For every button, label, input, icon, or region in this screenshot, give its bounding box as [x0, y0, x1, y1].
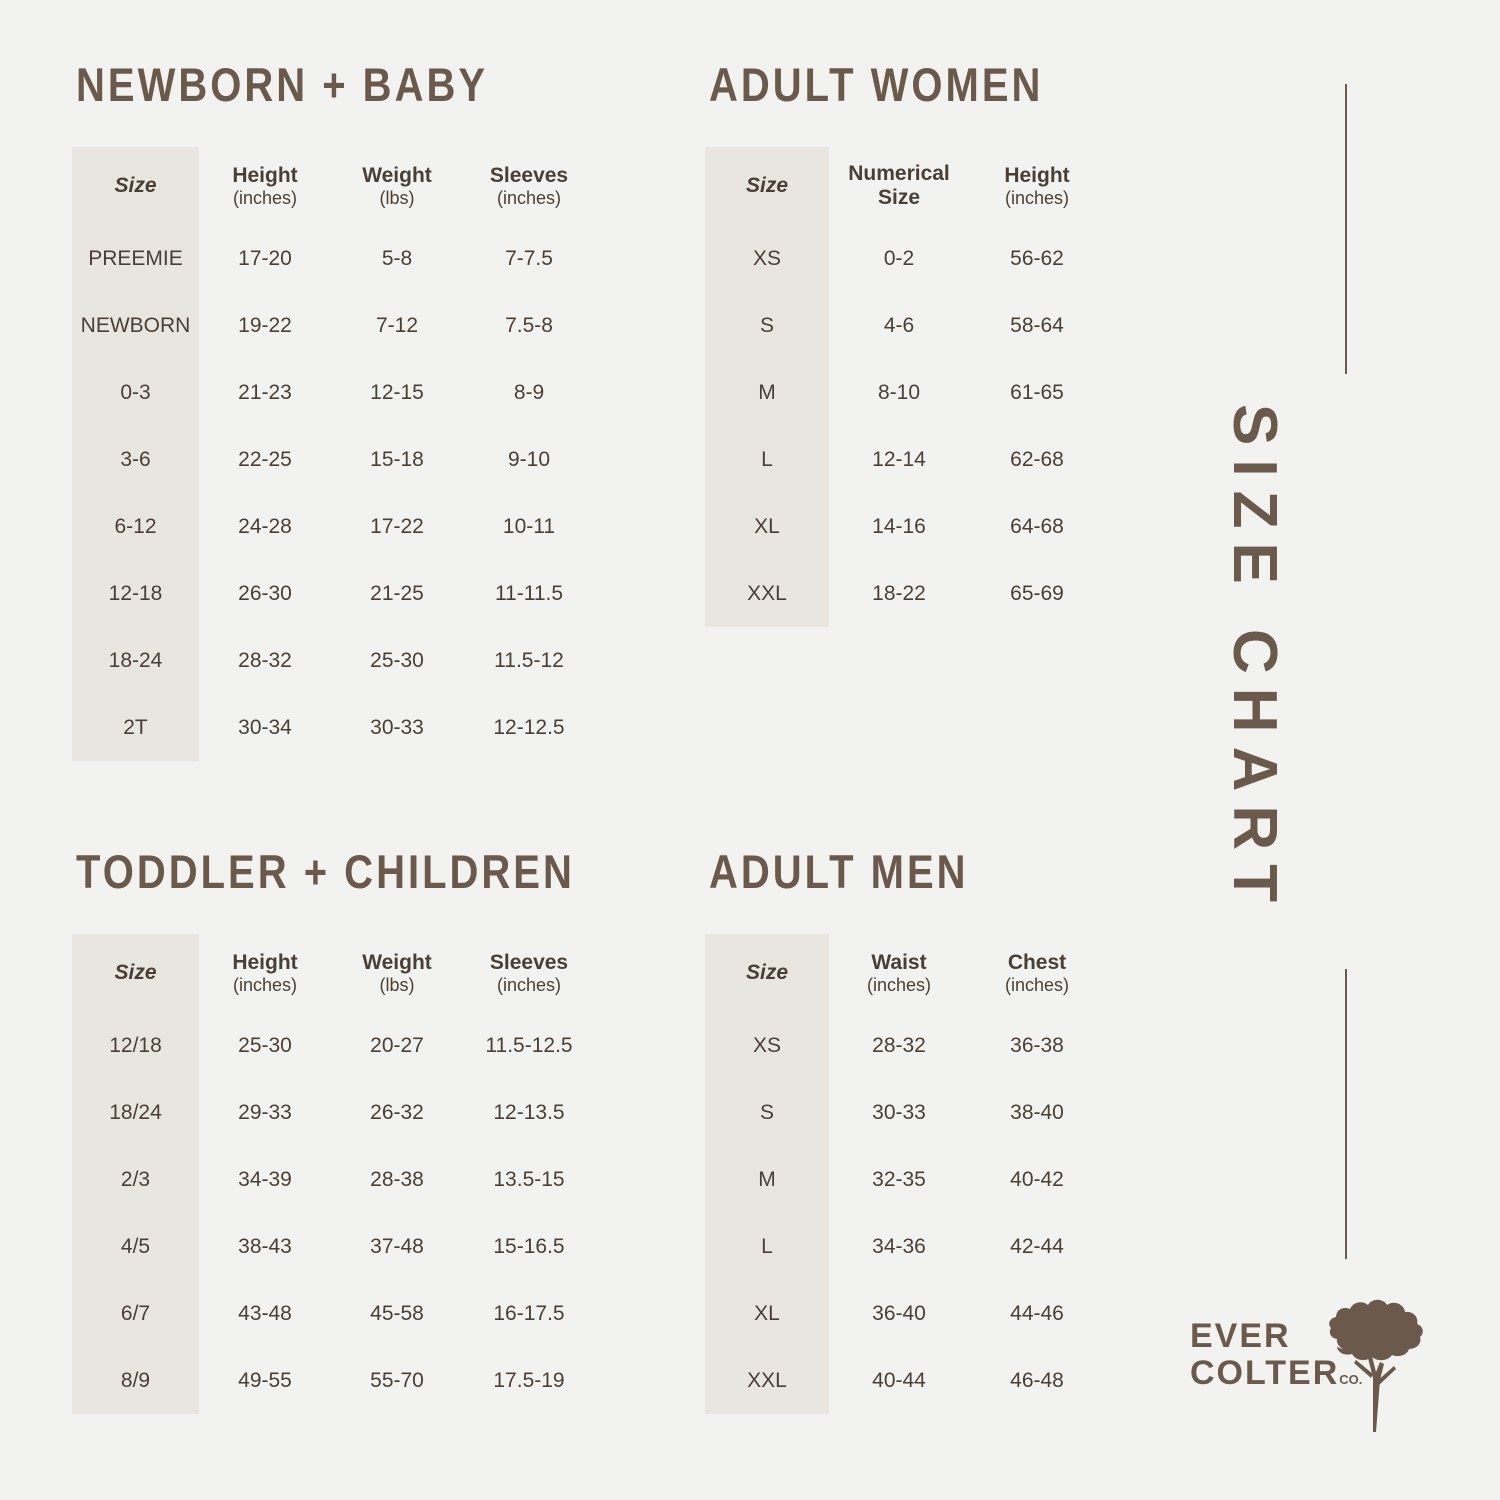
cell-sleeves: 15-16.5	[493, 1234, 565, 1258]
cell-sleeves: 10-11	[502, 514, 556, 538]
cell-size: PREEMIE	[72, 225, 199, 292]
table-row	[705, 1347, 1105, 1414]
cell-numerical-size: 14-16	[872, 514, 926, 538]
table-block-adult-women	[705, 59, 1105, 627]
table-row	[72, 1079, 595, 1146]
cell-weight: 37-48	[370, 1234, 424, 1258]
brand-logo-line2-wrap	[1190, 1353, 1363, 1392]
cell-height: 38-43	[238, 1234, 292, 1258]
cell-height: 62-68	[1010, 447, 1064, 471]
table-row	[705, 426, 1105, 493]
column-header-size: Size	[72, 934, 199, 1012]
table-row	[72, 694, 595, 761]
cell-size: 12/18	[72, 1012, 199, 1079]
cell-height: 56-62	[1010, 246, 1064, 270]
table-row	[705, 560, 1105, 627]
cell-height: 17-20	[238, 246, 292, 270]
column-header-size: Size	[705, 147, 829, 225]
cell-weight: 28-38	[370, 1167, 424, 1191]
table-header-row	[72, 934, 595, 1012]
cell-height: 24-28	[238, 514, 292, 538]
table-row	[705, 1213, 1105, 1280]
cell-size: M	[705, 1146, 829, 1213]
cell-height: 34-39	[238, 1167, 292, 1191]
cell-size: 6-12	[72, 493, 199, 560]
cell-height: 61-65	[1010, 380, 1064, 404]
cell-weight: 20-27	[370, 1033, 424, 1057]
table-row	[705, 1012, 1105, 1079]
cell-height: 49-55	[238, 1368, 292, 1392]
table-header-row	[72, 147, 595, 225]
table-row	[705, 1280, 1105, 1347]
table-row	[72, 426, 595, 493]
table-row	[705, 225, 1105, 292]
cell-height: 30-34	[238, 715, 292, 739]
table-row	[72, 359, 595, 426]
vertical-page-title: SIZE CHART	[1220, 404, 1289, 916]
table-row	[705, 493, 1105, 560]
cell-sleeves: 11.5-12.5	[485, 1033, 573, 1057]
cell-sleeves: 11.5-12	[494, 648, 564, 672]
table-row	[72, 627, 595, 694]
cell-weight: 30-33	[370, 715, 424, 739]
cell-size: 18/24	[72, 1079, 199, 1146]
cell-sleeves: 12-12.5	[493, 715, 565, 739]
cell-sleeves: 12-13.5	[493, 1100, 565, 1124]
cell-sleeves: 7-7.5	[505, 246, 553, 270]
cell-waist: 30-33	[872, 1100, 926, 1124]
table-title: ADULT MEN	[709, 846, 969, 899]
cell-weight: 26-32	[370, 1100, 424, 1124]
cell-weight: 7-12	[375, 313, 419, 337]
table-header-row	[705, 934, 1105, 1012]
cell-height: 21-23	[238, 380, 292, 404]
cell-height: 64-68	[1010, 514, 1064, 538]
cell-chest: 36-38	[1010, 1033, 1064, 1057]
cell-size: XXL	[705, 560, 829, 627]
brand-logo	[1190, 1300, 1440, 1440]
cell-size: XXL	[705, 1347, 829, 1414]
cell-weight: 21-25	[370, 581, 424, 605]
cell-weight: 45-58	[370, 1301, 424, 1325]
cell-waist: 36-40	[872, 1301, 926, 1325]
cell-height: 29-33	[238, 1100, 292, 1124]
cell-size: L	[705, 426, 829, 493]
column-header-size: Size	[72, 147, 199, 225]
cell-size: 3-6	[72, 426, 199, 493]
cell-waist: 34-36	[872, 1234, 926, 1258]
cell-weight: 17-22	[370, 514, 424, 538]
cell-numerical-size: 18-22	[872, 581, 926, 605]
size-table-newborn-baby	[72, 147, 595, 761]
column-header-height: Height (inches)	[232, 164, 298, 208]
table-row	[72, 1347, 595, 1414]
table-title: TODDLER + CHILDREN	[76, 846, 575, 899]
cell-chest: 38-40	[1010, 1100, 1064, 1124]
cell-height: 43-48	[238, 1301, 292, 1325]
column-header-waist: Waist (inches)	[866, 951, 932, 995]
cell-height: 65-69	[1010, 581, 1064, 605]
table-row	[72, 1012, 595, 1079]
cell-size: M	[705, 359, 829, 426]
cell-chest: 44-46	[1010, 1301, 1064, 1325]
table-row	[705, 1146, 1105, 1213]
table-row	[72, 225, 595, 292]
cell-weight: 15-18	[370, 447, 424, 471]
cell-weight: 5-8	[381, 246, 413, 270]
column-header-numerical-size: Numerical Size	[848, 162, 950, 209]
cell-height: 19-22	[238, 313, 292, 337]
cell-numerical-size: 0-2	[883, 246, 915, 270]
table-title: ADULT WOMEN	[709, 59, 1044, 112]
cell-size: S	[705, 1079, 829, 1146]
tree-icon	[1310, 1294, 1440, 1439]
column-header-height: Height (inches)	[232, 951, 298, 995]
table-row	[705, 292, 1105, 359]
cell-sleeves: 13.5-15	[493, 1167, 565, 1191]
column-header-sleeves: Sleeves (inches)	[489, 951, 569, 995]
table-row	[72, 493, 595, 560]
brand-logo-suffix: CO.	[1339, 1371, 1363, 1387]
column-header-sleeves: Sleeves (inches)	[489, 164, 569, 208]
cell-numerical-size: 4-6	[883, 313, 915, 337]
cell-size: NEWBORN	[72, 292, 199, 359]
table-header-row	[705, 147, 1105, 225]
cell-size: S	[705, 292, 829, 359]
table-row	[72, 292, 595, 359]
cell-sleeves: 7.5-8	[505, 313, 553, 337]
cell-size: 18-24	[72, 627, 199, 694]
cell-size: 6/7	[72, 1280, 199, 1347]
cell-size: XL	[705, 1280, 829, 1347]
cell-waist: 32-35	[872, 1167, 926, 1191]
cell-weight: 55-70	[370, 1368, 424, 1392]
table-row	[705, 359, 1105, 426]
cell-chest: 40-42	[1010, 1167, 1064, 1191]
table-row	[705, 1079, 1105, 1146]
table-row	[72, 560, 595, 627]
brand-logo-line2: COLTER	[1190, 1353, 1340, 1392]
cell-size: XS	[705, 225, 829, 292]
cell-weight: 12-15	[370, 380, 424, 404]
column-header-size: Size	[705, 934, 829, 1012]
cell-size: 0-3	[72, 359, 199, 426]
table-block-toddler-children	[72, 846, 595, 1414]
brand-logo-text	[1190, 1317, 1363, 1392]
cell-numerical-size: 12-14	[872, 447, 926, 471]
cell-size: 2/3	[72, 1146, 199, 1213]
column-header-weight: Weight (lbs)	[362, 951, 432, 995]
table-row	[72, 1213, 595, 1280]
table-row	[72, 1280, 595, 1347]
cell-weight: 25-30	[370, 648, 424, 672]
cell-size: 8/9	[72, 1347, 199, 1414]
cell-waist: 28-32	[872, 1033, 926, 1057]
rail-divider-top	[1345, 84, 1347, 374]
cell-sleeves: 17.5-19	[493, 1368, 565, 1392]
table-row	[72, 1146, 595, 1213]
size-table-adult-men	[705, 934, 1105, 1414]
cell-sleeves: 9-10	[507, 447, 551, 471]
cell-height: 26-30	[238, 581, 292, 605]
cell-chest: 46-48	[1010, 1368, 1064, 1392]
cell-sleeves: 16-17.5	[493, 1301, 565, 1325]
cell-numerical-size: 8-10	[877, 380, 921, 404]
column-header-weight: Weight (lbs)	[362, 164, 432, 208]
cell-height: 22-25	[238, 447, 292, 471]
brand-logo-line1: EVER	[1190, 1317, 1291, 1355]
table-block-newborn-baby	[72, 59, 595, 761]
cell-height: 58-64	[1010, 313, 1064, 337]
table-block-adult-men	[705, 846, 1105, 1414]
cell-waist: 40-44	[872, 1368, 926, 1392]
cell-size: XS	[705, 1012, 829, 1079]
cell-height: 28-32	[238, 648, 292, 672]
size-table-adult-women	[705, 147, 1105, 627]
rail-divider-bottom	[1345, 969, 1347, 1259]
cell-size: 4/5	[72, 1213, 199, 1280]
column-header-chest: Chest (inches)	[1004, 951, 1070, 995]
cell-sleeves: 11-11.5	[494, 581, 564, 605]
cell-sleeves: 8-9	[513, 380, 545, 404]
column-header-height: Height (inches)	[1004, 164, 1070, 208]
size-table-toddler-children	[72, 934, 595, 1414]
cell-height: 25-30	[238, 1033, 292, 1057]
cell-chest: 42-44	[1010, 1234, 1064, 1258]
table-title: NEWBORN + BABY	[76, 59, 489, 112]
cell-size: XL	[705, 493, 829, 560]
cell-size: 12-18	[72, 560, 199, 627]
cell-size: L	[705, 1213, 829, 1280]
cell-size: 2T	[72, 694, 199, 761]
